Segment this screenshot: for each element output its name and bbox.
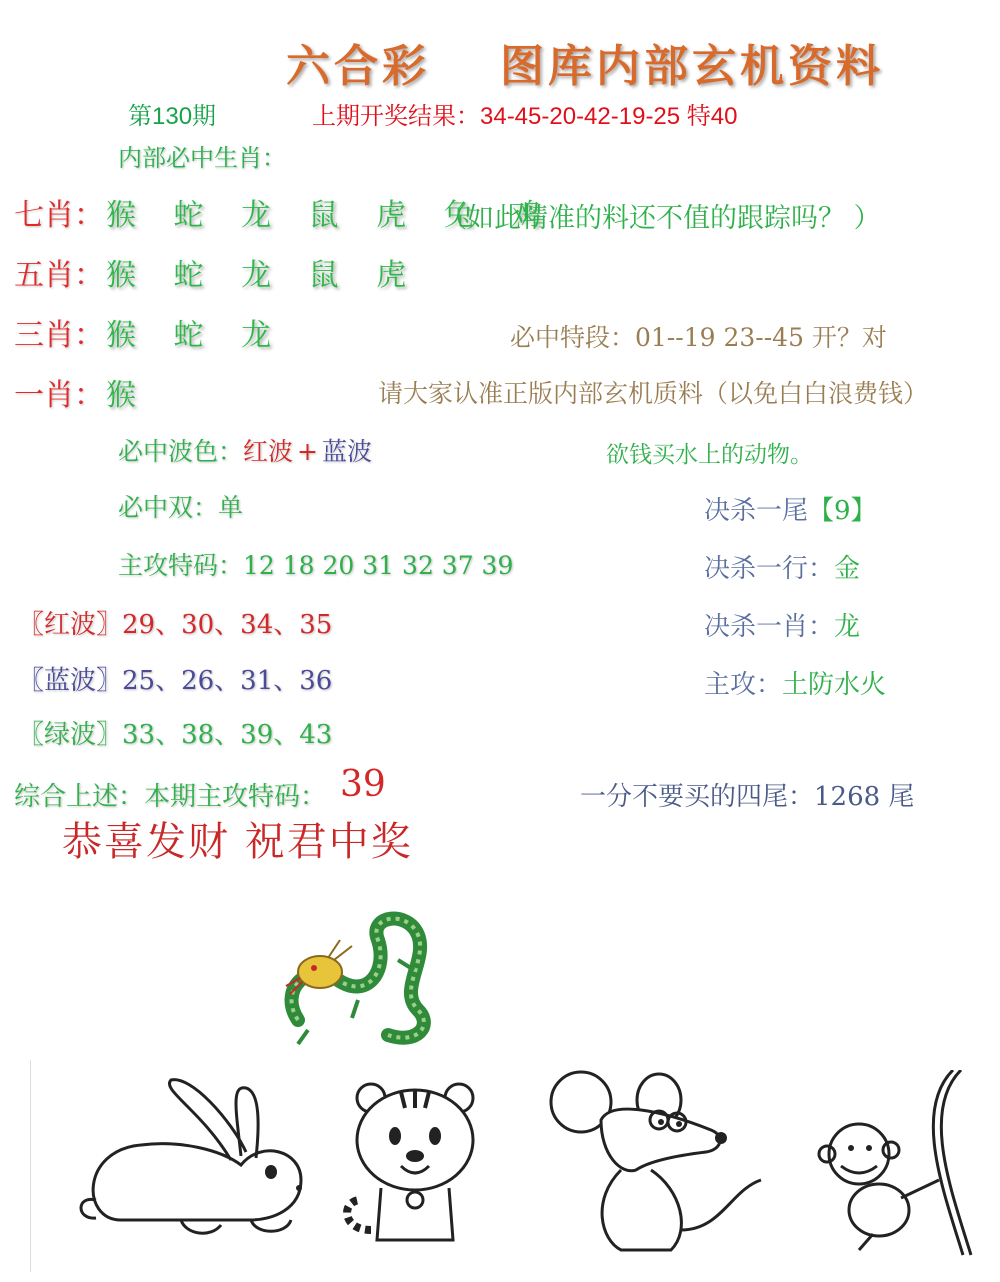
row-label-one: 一肖： [14,378,104,413]
summary-number: 39 [340,764,386,805]
last-result: 上期开奖结果：34-45-20-42-19-25 特40 [312,103,738,130]
wave-label: 必中波色： [118,437,244,466]
animals-frame [30,1060,991,1272]
kill-element-label: 决杀一行： [704,554,835,584]
attack-value: 土防水火 [782,670,887,700]
wave-red-row [18,604,332,641]
row-label-five: 五肖： [14,258,104,293]
tiger-icon [341,1070,491,1260]
wave-blue-row [18,660,332,697]
zodiac-subhead: 内部必中生肖： [118,144,286,172]
summary-text: 综合上述：本期主攻特码： [14,782,327,812]
odd-even-pick: 必中双：单 [118,493,244,522]
kill-zodiac-label: 决杀一肖： [704,612,835,642]
kill-element [704,548,860,585]
wave-green-label: 〖绿波〗 [18,720,123,750]
attack-elements [704,664,886,701]
accuracy-note: （如此精准的料还不值的跟踪吗？ ） [440,203,881,234]
issue-number: 第130期 [128,103,217,130]
special-codes-pick: 主攻特码：12 18 20 31 32 37 39 [118,551,514,580]
row-values-three: 猴 蛇 龙 [106,318,286,353]
authentic-note: 请大家认准正版内部玄机质料（以免白白浪费钱） [378,379,929,408]
kill-tail [704,490,877,527]
mouse-icon [541,1060,771,1265]
riddle-note: 欲钱买水上的动物。 [606,442,813,468]
kill-zodiac-value: 龙 [834,612,861,642]
row-values-one: 猴 [106,378,150,413]
kill-tail-value: 【9】 [808,496,877,526]
row-label-three: 三肖： [14,318,104,353]
dragon-image [268,900,444,1056]
kill-zodiac [704,606,860,643]
kill-tail-label: 决杀一尾 [704,496,809,526]
row-values-seven: 猴 蛇 龙 鼠 虎 兔 鸡 [106,198,556,233]
rabbit-icon [61,1070,311,1260]
kill-element-value: 金 [834,554,861,584]
row-label-seven: 七肖： [14,198,104,233]
wave-blue: 蓝波 [321,437,372,466]
special-segment-note: 必中特段：01--19 23--45 开？对 [510,323,887,352]
wave-green-numbers: 33、38、39、43 [122,720,333,750]
wave-plus: + [297,437,318,466]
title-left: 六合彩 [286,41,430,92]
wave-blue-label: 〖蓝波〗 [18,666,123,696]
monkey-icon [801,1070,981,1260]
wave-red-label: 〖红波〗 [18,610,123,640]
dragon-icon [268,900,444,1056]
attack-label: 主攻： [704,670,783,700]
title-right: 图库内部玄机资料 [500,41,884,92]
no-buy-tails: 一分不要买的四尾：1268 尾 [580,782,915,812]
wave-color-pick [118,432,372,468]
wave-red-numbers: 29、30、34、35 [122,610,333,640]
wave-green-row [18,714,332,751]
congrats-text: 恭喜发财 祝君中奖 [62,819,413,865]
wave-blue-numbers: 25、26、31、36 [122,666,333,696]
wave-red: 红波 [243,437,294,466]
row-values-five: 猴 蛇 龙 鼠 虎 [106,258,421,293]
